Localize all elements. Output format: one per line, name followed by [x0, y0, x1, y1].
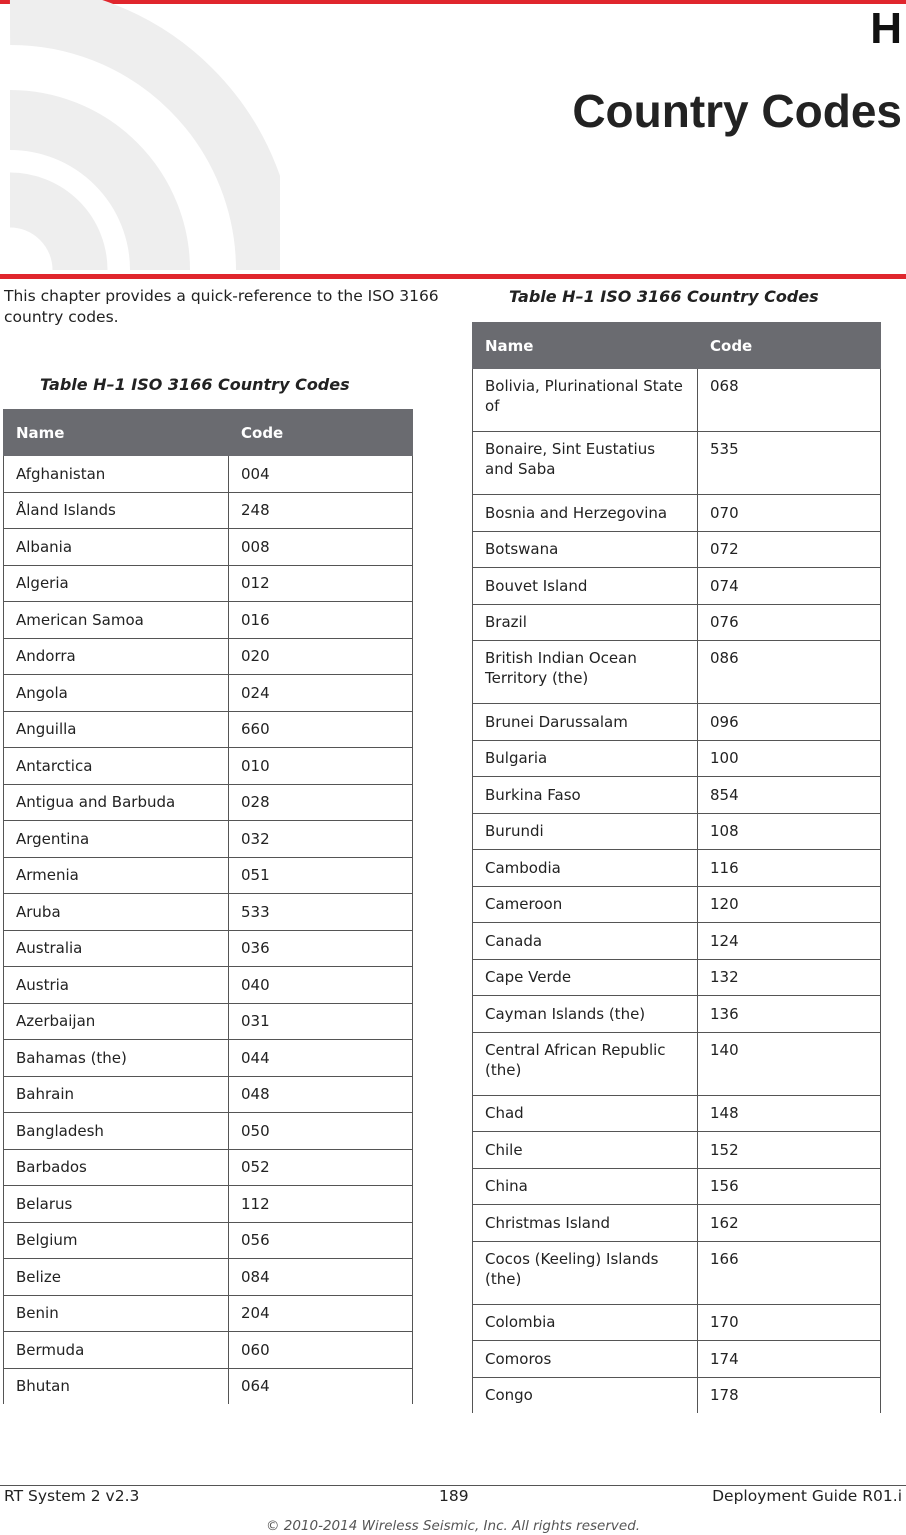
table-row: [473, 1032, 881, 1095]
code-column-header: Code: [698, 323, 881, 369]
country-name-cell: Cocos (Keeling) Islands (the): [473, 1241, 698, 1304]
country-name-cell: Bahamas (the): [4, 1040, 229, 1077]
country-code-cell: 076: [698, 604, 881, 641]
country-name-cell: British Indian Ocean Territory (the): [473, 641, 698, 704]
country-name-cell: China: [473, 1168, 698, 1205]
table-row: [473, 369, 881, 432]
country-code-cell: 535: [698, 432, 881, 495]
table-row: [473, 641, 881, 704]
country-name-cell: Albania: [4, 529, 229, 566]
table-row: [4, 1149, 413, 1186]
country-name-cell: Armenia: [4, 857, 229, 894]
table-row: [473, 813, 881, 850]
country-name-cell: Brunei Darussalam: [473, 704, 698, 741]
country-name-cell: Cameroon: [473, 886, 698, 923]
country-name-cell: Antigua and Barbuda: [4, 784, 229, 821]
table-row: [4, 1295, 413, 1332]
country-code-cell: 660: [229, 711, 413, 748]
country-code-cell: 070: [698, 495, 881, 532]
table-row: [4, 1113, 413, 1150]
country-name-cell: Bonaire, Sint Eustatius and Saba: [473, 432, 698, 495]
name-column-header: Name: [473, 323, 698, 369]
table-row: [4, 602, 413, 639]
country-name-cell: Austria: [4, 967, 229, 1004]
country-name-cell: Angola: [4, 675, 229, 712]
country-name-cell: Bouvet Island: [473, 568, 698, 605]
table-row: [473, 1132, 881, 1169]
table-row: [4, 1222, 413, 1259]
table-row: [473, 777, 881, 814]
footer-document: Deployment Guide R01.i: [712, 1487, 902, 1505]
country-name-cell: Brazil: [473, 604, 698, 641]
footer-rule: [0, 1485, 906, 1486]
page-number: 189: [439, 1487, 469, 1505]
country-name-cell: Cambodia: [473, 850, 698, 887]
country-name-cell: Bhutan: [4, 1368, 229, 1404]
country-name-cell: Botswana: [473, 531, 698, 568]
country-name-cell: Belarus: [4, 1186, 229, 1223]
country-code-cell: 010: [229, 748, 413, 785]
country-code-cell: 100: [698, 740, 881, 777]
table-row: [4, 529, 413, 566]
country-code-cell: 052: [229, 1149, 413, 1186]
country-code-cell: 112: [229, 1186, 413, 1223]
country-name-cell: Colombia: [473, 1304, 698, 1341]
country-code-cell: 148: [698, 1095, 881, 1132]
table-caption-left: Table H–1 ISO 3166 Country Codes: [40, 375, 350, 394]
copyright-notice: © 2010-2014 Wireless Seismic, Inc. All rights reserved.: [265, 1518, 641, 1534]
table-row: [473, 568, 881, 605]
wireless-waves-watermark-icon: [0, 0, 280, 274]
country-code-cell: 086: [698, 641, 881, 704]
table-row: [4, 456, 413, 493]
country-code-cell: 068: [698, 369, 881, 432]
table-row: [473, 704, 881, 741]
table-row: [4, 784, 413, 821]
country-code-cell: 152: [698, 1132, 881, 1169]
table-row: [4, 1040, 413, 1077]
country-name-cell: Cayman Islands (the): [473, 996, 698, 1033]
country-name-cell: Australia: [4, 930, 229, 967]
country-code-cell: 124: [698, 923, 881, 960]
table-row: [4, 967, 413, 1004]
country-name-cell: Antarctica: [4, 748, 229, 785]
country-name-cell: Algeria: [4, 565, 229, 602]
intro-paragraph: This chapter provides a quick-reference to the ISO 3166 country codes.: [4, 287, 439, 326]
table-row: [4, 1076, 413, 1113]
country-name-cell: Belgium: [4, 1222, 229, 1259]
country-name-cell: Burkina Faso: [473, 777, 698, 814]
country-code-cell: 044: [229, 1040, 413, 1077]
country-name-cell: Canada: [473, 923, 698, 960]
table-row: [473, 1341, 881, 1378]
table-row: [473, 1304, 881, 1341]
country-name-cell: Bangladesh: [4, 1113, 229, 1150]
country-name-cell: Bahrain: [4, 1076, 229, 1113]
country-name-cell: American Samoa: [4, 602, 229, 639]
table-row: [473, 886, 881, 923]
table-row: [473, 432, 881, 495]
country-code-cell: 056: [229, 1222, 413, 1259]
country-code-cell: 051: [229, 857, 413, 894]
table-row: [4, 894, 413, 931]
country-code-cell: 136: [698, 996, 881, 1033]
table-row: [4, 675, 413, 712]
country-code-cell: 116: [698, 850, 881, 887]
chapter-letter: H: [870, 4, 902, 53]
table-row: [473, 604, 881, 641]
table-caption-right: Table H–1 ISO 3166 Country Codes: [509, 287, 819, 306]
country-name-cell: Cape Verde: [473, 959, 698, 996]
table-row: [473, 959, 881, 996]
table-row: [473, 996, 881, 1033]
country-name-cell: Belize: [4, 1259, 229, 1296]
table-row: [473, 531, 881, 568]
country-code-cell: 156: [698, 1168, 881, 1205]
country-code-cell: 048: [229, 1076, 413, 1113]
country-code-cell: 108: [698, 813, 881, 850]
country-code-cell: 040: [229, 967, 413, 1004]
header-accent-rule: [0, 274, 906, 279]
table-row: [473, 1205, 881, 1242]
table-row: [4, 821, 413, 858]
name-column-header: Name: [4, 410, 229, 456]
country-code-cell: 854: [698, 777, 881, 814]
country-name-cell: Benin: [4, 1295, 229, 1332]
table-row: [473, 1241, 881, 1304]
table-row: [4, 857, 413, 894]
country-name-cell: Bulgaria: [473, 740, 698, 777]
table-row: [4, 1332, 413, 1369]
table-header-row: [473, 323, 881, 369]
country-name-cell: Chile: [473, 1132, 698, 1169]
country-code-cell: 096: [698, 704, 881, 741]
country-code-cell: 170: [698, 1304, 881, 1341]
table-row: [4, 748, 413, 785]
country-code-cell: 036: [229, 930, 413, 967]
country-code-cell: 024: [229, 675, 413, 712]
country-name-cell: Christmas Island: [473, 1205, 698, 1242]
country-codes-table-left: [3, 409, 413, 1404]
country-code-cell: 132: [698, 959, 881, 996]
country-code-cell: 020: [229, 638, 413, 675]
country-name-cell: Argentina: [4, 821, 229, 858]
table-row: [473, 495, 881, 532]
table-row: [473, 1377, 881, 1413]
country-name-cell: Andorra: [4, 638, 229, 675]
country-code-cell: 140: [698, 1032, 881, 1095]
country-code-cell: 166: [698, 1241, 881, 1304]
country-name-cell: Chad: [473, 1095, 698, 1132]
country-name-cell: Afghanistan: [4, 456, 229, 493]
country-code-cell: 031: [229, 1003, 413, 1040]
country-code-cell: 064: [229, 1368, 413, 1404]
table-row: [4, 565, 413, 602]
table-row: [473, 740, 881, 777]
table-row: [473, 1095, 881, 1132]
country-name-cell: Burundi: [473, 813, 698, 850]
country-code-cell: 004: [229, 456, 413, 493]
country-code-cell: 012: [229, 565, 413, 602]
country-code-cell: 204: [229, 1295, 413, 1332]
country-name-cell: Congo: [473, 1377, 698, 1413]
code-column-header: Code: [229, 410, 413, 456]
country-code-cell: 060: [229, 1332, 413, 1369]
table-row: [4, 711, 413, 748]
country-code-cell: 016: [229, 602, 413, 639]
country-codes-table-right: [472, 322, 881, 1413]
country-code-cell: 028: [229, 784, 413, 821]
country-name-cell: Bermuda: [4, 1332, 229, 1369]
table-row: [4, 1003, 413, 1040]
country-code-cell: 248: [229, 492, 413, 529]
country-name-cell: Barbados: [4, 1149, 229, 1186]
table-row: [4, 1259, 413, 1296]
table-row: [473, 923, 881, 960]
table-row: [4, 492, 413, 529]
country-name-cell: Åland Islands: [4, 492, 229, 529]
country-code-cell: 174: [698, 1341, 881, 1378]
chapter-title: Country Codes: [572, 85, 902, 137]
table-row: [4, 1186, 413, 1223]
country-code-cell: 032: [229, 821, 413, 858]
country-name-cell: Comoros: [473, 1341, 698, 1378]
table-row: [4, 1368, 413, 1404]
country-code-cell: 178: [698, 1377, 881, 1413]
country-code-cell: 120: [698, 886, 881, 923]
country-name-cell: Aruba: [4, 894, 229, 931]
table-header-row: [4, 410, 413, 456]
table-row: [473, 850, 881, 887]
country-name-cell: Azerbaijan: [4, 1003, 229, 1040]
country-name-cell: Bosnia and Herzegovina: [473, 495, 698, 532]
footer-product: RT System 2 v2.3: [4, 1487, 140, 1505]
country-code-cell: 072: [698, 531, 881, 568]
table-row: [4, 638, 413, 675]
country-name-cell: Anguilla: [4, 711, 229, 748]
country-code-cell: 008: [229, 529, 413, 566]
country-code-cell: 533: [229, 894, 413, 931]
country-name-cell: Central African Republic (the): [473, 1032, 698, 1095]
country-code-cell: 162: [698, 1205, 881, 1242]
country-code-cell: 084: [229, 1259, 413, 1296]
table-row: [4, 930, 413, 967]
country-name-cell: Bolivia, Plurinational State of: [473, 369, 698, 432]
country-code-cell: 074: [698, 568, 881, 605]
country-code-cell: 050: [229, 1113, 413, 1150]
table-row: [473, 1168, 881, 1205]
